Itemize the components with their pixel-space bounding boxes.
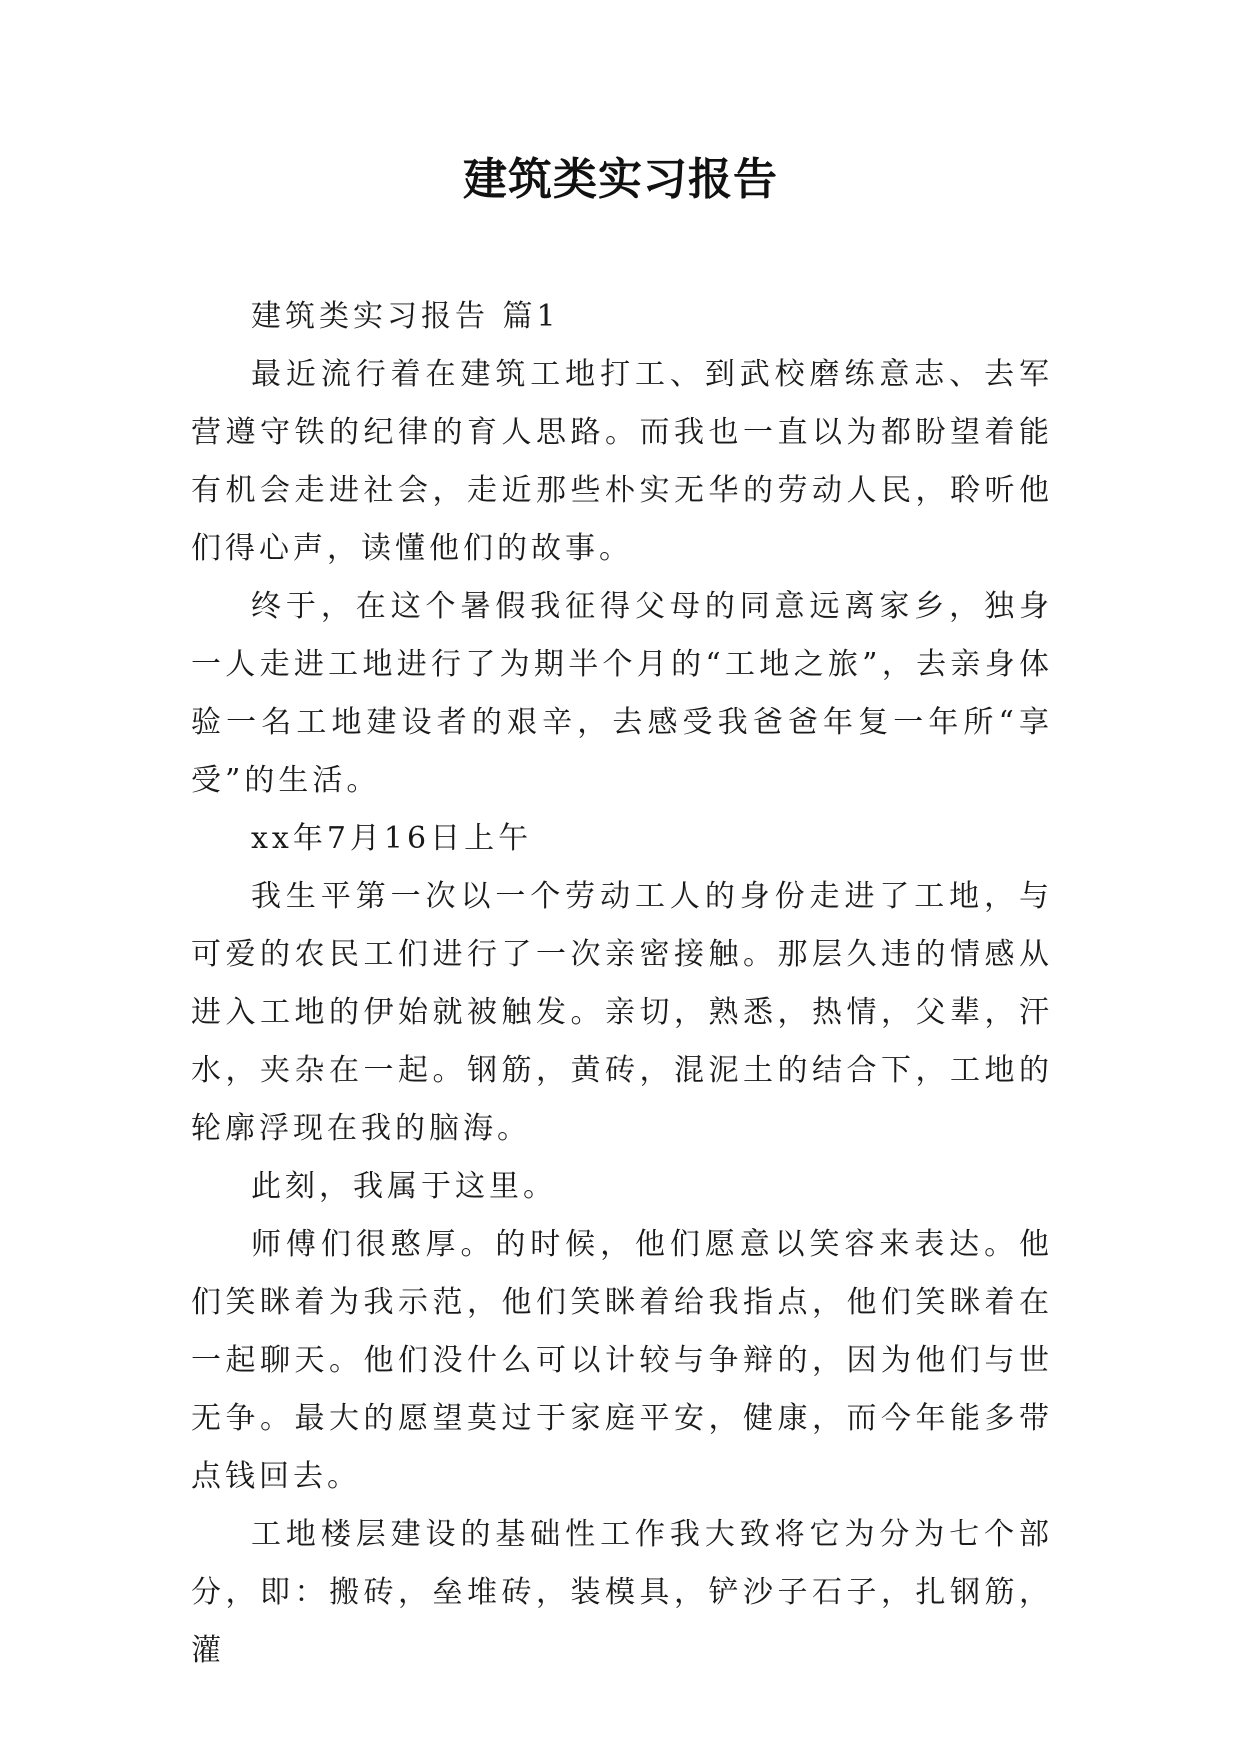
paragraph: 此刻，我属于这里。	[251, 1169, 557, 1204]
paragraph: 工地楼层建设的基础性工作我大致将它为分为七个部分，即：搬砖，垒堆砖，装模具，铲沙子石子，扎钢筋，灌	[191, 1517, 1053, 1668]
paragraph: 我生平第一次以一个劳动工人的身份走进了工地，与可爱的农民工们进行了一次亲密接触。那层久违的情感从进入工地的伊始就被触发。亲切，熟悉，热情，父辈，汗水，夹杂在一起。钢筋，黄砖，混泥土的结合下，工地的轮廓浮现在我的脑海。	[191, 879, 1053, 1146]
paragraph: 终于，在这个暑假我征得父母的同意远离家乡，独身一人走进工地进行了为期半个月的“工地之旅”，去亲身体验一名工地建设者的艰辛，去感受我爸爸年复一年所“享受”的生活。	[191, 589, 1053, 798]
document-title: 建筑类实习报告	[463, 154, 778, 205]
paragraph: 师傅们很憨厚。的时候，他们愿意以笑容来表达。他们笑眯着为我示范，他们笑眯着给我指点，他们笑眯着在一起聊天。他们没什么可以计较与争辩的，因为他们与世无争。最大的愿望莫过于家庭平安，健康，而今年能多带点钱回去。	[191, 1227, 1053, 1494]
paragraph: 最近流行着在建筑工地打工、到武校磨练意志、去军营遵守铁的纪律的育人思路。而我也一直以为都盼望着能有机会走进社会，走近那些朴实无华的劳动人民，聆听他们得心声，读懂他们的故事。	[191, 357, 1053, 566]
date-line: xx年7月16日上午	[251, 821, 533, 856]
section-heading: 建筑类实习报告 篇1	[251, 299, 560, 334]
document-body	[191, 288, 1053, 1680]
